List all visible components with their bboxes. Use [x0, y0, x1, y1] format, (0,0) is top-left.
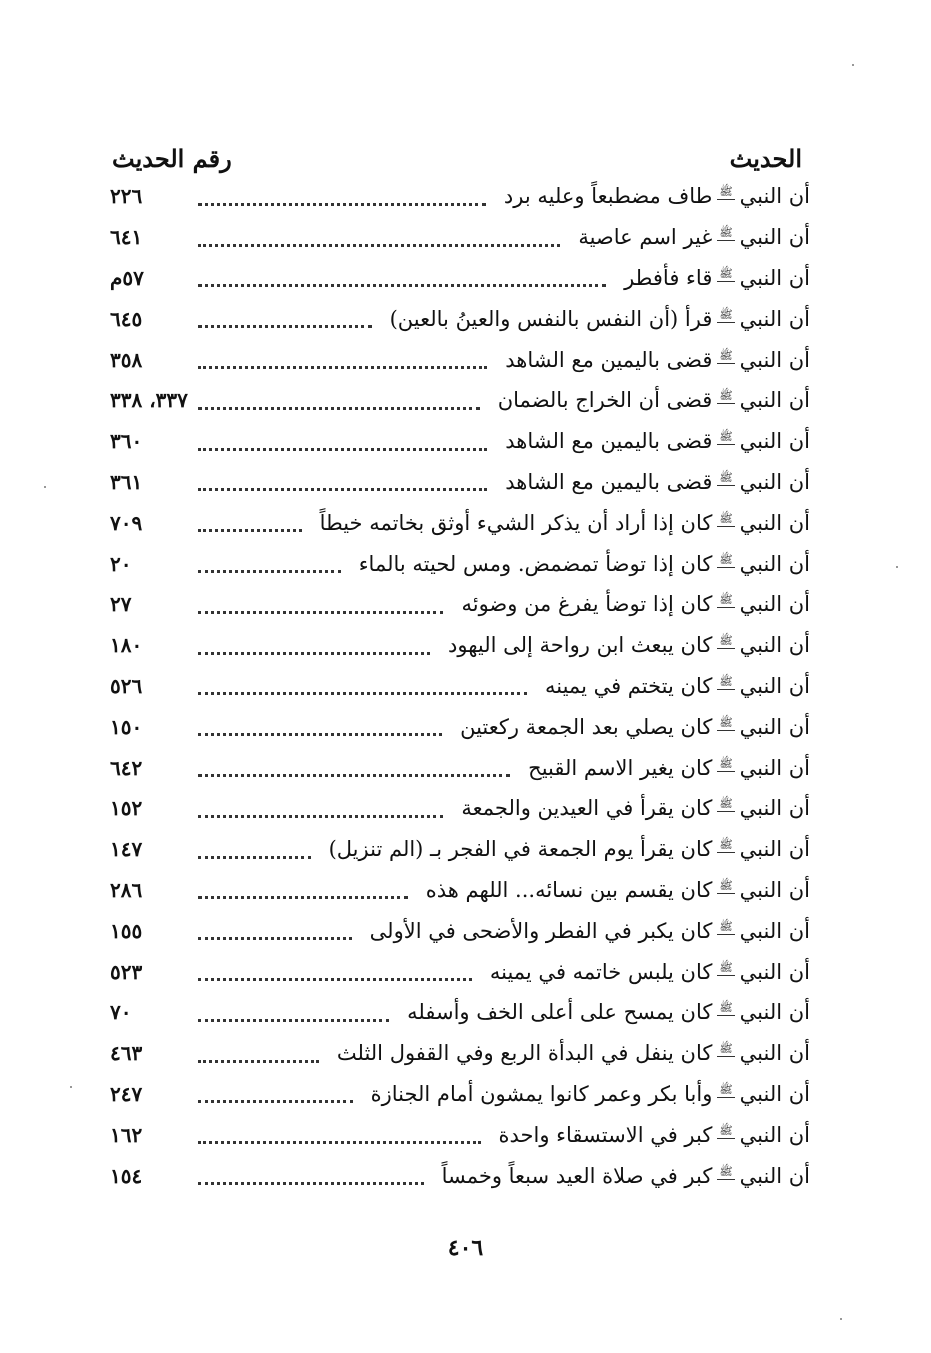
dot-leader [198, 733, 442, 736]
scan-speck [70, 1086, 72, 1088]
index-entry [110, 258, 810, 299]
dot-leader [198, 856, 311, 859]
entry-number: ٧٠٩ [110, 510, 143, 535]
dot-leader [198, 529, 302, 532]
entry-number: ٣٥٨ [110, 347, 143, 372]
index-header [112, 140, 802, 176]
dot-leader [198, 407, 480, 410]
dot-leader [198, 366, 487, 369]
entry-prefix: أن النبي [739, 388, 810, 413]
index-entry [110, 1074, 810, 1115]
entry-number: ٦٤٢ [110, 755, 143, 780]
entry-prefix: أن النبي [739, 510, 810, 535]
pbuh-icon: ﷺ [719, 1042, 733, 1056]
entry-text: كبر في صلاة العيد سبعاً وخمساً [441, 1163, 713, 1188]
entry-number: ١٥٢ [110, 796, 143, 821]
entry-text: كان يكبر في الفطر والأضحى في الأولى [369, 918, 713, 943]
pbuh-icon: ﷺ [719, 470, 733, 484]
entry-text: قضى باليمين مع الشاهد [505, 347, 713, 372]
entry-number: ٥٧م [110, 265, 144, 290]
index-entry [110, 1033, 810, 1074]
index-entry [110, 462, 810, 503]
entry-text: كان إذا أراد أن يذكر الشيء أوثق بخاتمه خيطاً [319, 510, 713, 535]
index-entry [110, 666, 810, 707]
entry-number: ١٥٤ [110, 1163, 143, 1188]
dot-leader [198, 284, 606, 287]
pbuh-icon: ﷺ [719, 919, 733, 933]
dot-leader [198, 611, 443, 614]
pbuh-icon: ﷺ [719, 1001, 733, 1015]
entry-prefix: أن النبي [739, 877, 810, 902]
entry-text: قضى باليمين مع الشاهد [505, 469, 713, 494]
index-entry [110, 339, 810, 380]
pbuh-icon: ﷺ [719, 1082, 733, 1096]
entry-prefix: أن النبي [739, 1000, 810, 1025]
entry-text: كان يلبس خاتمه في يمينه [489, 959, 713, 984]
entry-number: ٢٧ [110, 592, 132, 617]
entry-text: كان يقرأ يوم الجمعة في الفجر بـ (الم تنزيل) [328, 837, 713, 862]
index-entry [110, 951, 810, 992]
entry-number: ١٨٠ [110, 633, 143, 658]
entry-text: غير اسم عاصية [578, 225, 713, 250]
entry-prefix: أن النبي [739, 1081, 810, 1106]
dot-leader [198, 325, 372, 328]
dot-leader [198, 652, 430, 655]
dot-leader [198, 1141, 481, 1144]
entry-text: كان يغير الاسم القبيح [528, 755, 713, 780]
hadith-number-column-title: رقم الحديث [112, 143, 232, 173]
entry-prefix: أن النبي [739, 755, 810, 780]
entry-prefix: أن النبي [739, 918, 810, 943]
pbuh-icon: ﷺ [719, 430, 733, 444]
entry-text: قضى أن الخراج بالضمان [497, 388, 713, 413]
entry-number: ٢٨٦ [110, 877, 143, 902]
entry-prefix: أن النبي [739, 429, 810, 454]
entry-text: كان يمسح على أعلى الخف وأسفله [407, 1000, 713, 1025]
entry-number: ٦٤١ [110, 225, 143, 250]
index-entry [110, 992, 810, 1033]
scan-speck [852, 64, 854, 66]
scan-speck [840, 1318, 842, 1320]
entry-prefix: أن النبي [739, 633, 810, 658]
index-entry [110, 1155, 810, 1196]
entry-prefix: أن النبي [739, 265, 810, 290]
entry-text: كان إذا توضأ تمضمض. ومس لحيته بالماء [358, 551, 713, 576]
pbuh-icon: ﷺ [719, 348, 733, 362]
entry-prefix: أن النبي [739, 1122, 810, 1147]
hadith-column-title: الحديث [729, 143, 802, 173]
index-entry [110, 910, 810, 951]
entry-prefix: أن النبي [739, 347, 810, 372]
pbuh-icon: ﷺ [719, 756, 733, 770]
entry-prefix: أن النبي [739, 184, 810, 209]
hadith-index-list [110, 176, 810, 1216]
entry-prefix: أن النبي [739, 469, 810, 494]
dot-leader [198, 896, 408, 899]
entry-prefix: أن النبي [739, 225, 810, 250]
entry-text: كان يصلي بعد الجمعة ركعتين [460, 714, 713, 739]
entry-text: طاف مضطبعاً وعليه برد [503, 184, 713, 209]
pbuh-icon: ﷺ [719, 511, 733, 525]
index-entry [110, 788, 810, 829]
pbuh-icon: ﷺ [719, 1123, 733, 1137]
pbuh-icon: ﷺ [719, 307, 733, 321]
index-entry [110, 706, 810, 747]
entry-text: كان يقسم بين نسائه... اللهم هذه [425, 877, 713, 902]
index-entry [110, 1114, 810, 1155]
entry-text: كان إذا توضأ يفرغ من وضوئه [461, 592, 713, 617]
entry-number: ٤٦٣ [110, 1041, 143, 1066]
entry-prefix: أن النبي [739, 714, 810, 739]
pbuh-icon: ﷺ [719, 1164, 733, 1178]
dot-leader [198, 203, 486, 206]
entry-number: ٢٠ [110, 551, 132, 576]
index-entry [110, 217, 810, 258]
pbuh-icon: ﷺ [719, 552, 733, 566]
dot-leader [198, 1100, 353, 1103]
dot-leader [198, 1182, 424, 1185]
index-entry [110, 747, 810, 788]
index-entry [110, 380, 810, 421]
scan-speck [896, 566, 898, 568]
index-entry [110, 625, 810, 666]
scan-speck [44, 486, 46, 488]
entry-prefix: أن النبي [739, 1041, 810, 1066]
entry-text: كان ينفل في البدأة الربع وفي القفول الثلث [336, 1041, 713, 1066]
pbuh-icon: ﷺ [719, 389, 733, 403]
index-entry [110, 584, 810, 625]
entry-number: ٦٤٥ [110, 306, 143, 331]
entry-text: كان يبعث ابن رواحة إلى اليهود [448, 633, 713, 658]
index-entry [110, 421, 810, 462]
entry-number: ٥٢٦ [110, 673, 143, 698]
entry-number: ١٥٠ [110, 714, 143, 739]
entry-number: ٣٦١ [110, 469, 143, 494]
entry-text: قرأ (أن النفس بالنفس والعينُ بالعين) [389, 306, 713, 331]
dot-leader [198, 570, 341, 573]
entry-text: وأبا بكر وعمر كانوا يمشون أمام الجنازة [370, 1081, 713, 1106]
entry-prefix: أن النبي [739, 551, 810, 576]
entry-number: ١٥٥ [110, 918, 143, 943]
entry-number: ١٦٢ [110, 1122, 143, 1147]
entry-text: كان يقرأ في العيدين والجمعة [461, 796, 713, 821]
dot-leader [198, 978, 472, 981]
entry-prefix: أن النبي [739, 592, 810, 617]
pbuh-icon: ﷺ [719, 878, 733, 892]
dot-leader [198, 937, 352, 940]
entry-number: ٢٤٧ [110, 1081, 143, 1106]
dot-leader [198, 774, 510, 777]
dot-leader [198, 1060, 319, 1063]
dot-leader [198, 692, 527, 695]
entry-number: ٢٢٦ [110, 184, 143, 209]
entry-number: ٧٠ [110, 1000, 132, 1025]
pbuh-icon: ﷺ [719, 634, 733, 648]
index-entry [110, 502, 810, 543]
entry-number: ١٤٧ [110, 837, 143, 862]
dot-leader [198, 1019, 389, 1022]
dot-leader [198, 244, 560, 247]
pbuh-icon: ﷺ [719, 185, 733, 199]
entry-prefix: أن النبي [739, 837, 810, 862]
entry-prefix: أن النبي [739, 1163, 810, 1188]
dot-leader [198, 448, 487, 451]
pbuh-icon: ﷺ [719, 960, 733, 974]
pbuh-icon: ﷺ [719, 797, 733, 811]
entry-text: كان يتختم في يمينه [545, 673, 713, 698]
index-entry [110, 543, 810, 584]
index-entry [110, 829, 810, 870]
pbuh-icon: ﷺ [719, 838, 733, 852]
entry-prefix: أن النبي [739, 959, 810, 984]
entry-number: ٣٣٧، ٣٣٨ [110, 388, 188, 413]
index-entry [110, 870, 810, 911]
dot-leader [198, 488, 487, 491]
pbuh-icon: ﷺ [719, 226, 733, 240]
entry-number: ٣٦٠ [110, 429, 143, 454]
pbuh-icon: ﷺ [719, 593, 733, 607]
pbuh-icon: ﷺ [719, 715, 733, 729]
dot-leader [198, 815, 443, 818]
page-number: ٤٠٦ [447, 1235, 484, 1261]
pbuh-icon: ﷺ [719, 266, 733, 280]
entry-text: كبر في الاستسقاء واحدة [498, 1122, 713, 1147]
entry-prefix: أن النبي [739, 796, 810, 821]
entry-number: ٥٢٣ [110, 959, 143, 984]
entry-prefix: أن النبي [739, 306, 810, 331]
index-entry [110, 298, 810, 339]
entry-text: قضى باليمين مع الشاهد [505, 429, 713, 454]
entry-text: قاء فأفطر [624, 265, 713, 290]
entry-prefix: أن النبي [739, 673, 810, 698]
pbuh-icon: ﷺ [719, 674, 733, 688]
index-entry [110, 176, 810, 217]
